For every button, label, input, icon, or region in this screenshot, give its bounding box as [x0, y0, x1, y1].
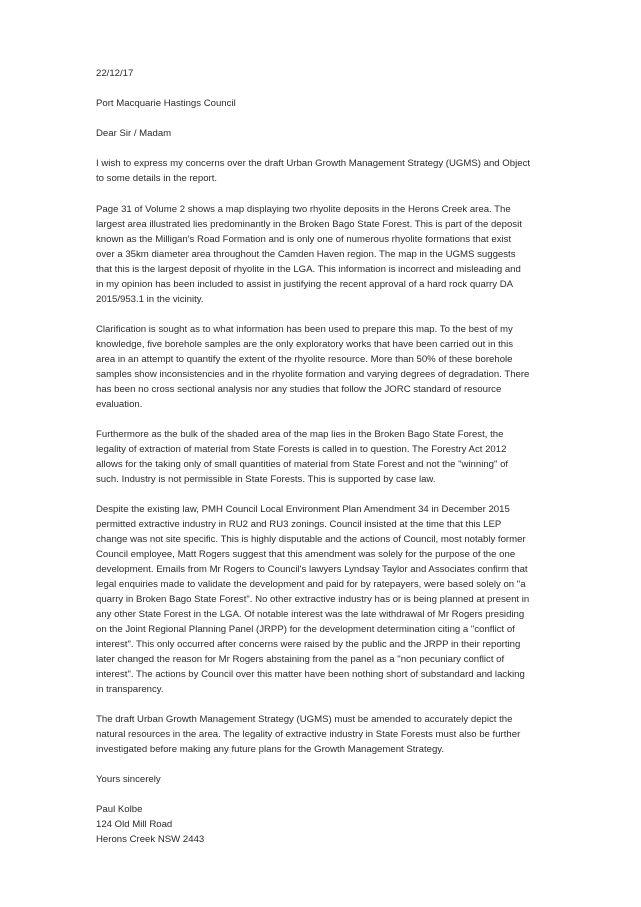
paragraph-line: legal enquiries made to validate the development and paid for by ratepayers, were based solely on "a	[96, 579, 526, 590]
paragraph-line: evaluation.	[96, 399, 143, 410]
paragraph-line: that this is the largest deposit of rhyolite in the LGA. This information is incorrect and misleading and	[96, 264, 521, 275]
paragraph-line: samples show inconsistencies and in the rhyolite formation and varying degrees of degradation. There	[96, 369, 530, 380]
closing: Yours sincerely	[96, 774, 161, 785]
paragraph-line: Furthermore as the bulk of the shaded area of the map lies in the Broken Bago State Forest, the	[96, 429, 504, 440]
paragraph-line: in my opinion has been included to assist in justifying the recent approval of a hard rock quarry DA	[96, 279, 514, 290]
sender-locality: Herons Creek NSW 2443	[96, 834, 205, 845]
paragraph-line: 2015/953.1 in the vicinity.	[96, 294, 204, 305]
paragraph-line: Clarification is sought as to what information has been used to prepare this map. To the best of my	[96, 324, 513, 335]
sender-name: Paul Kolbe	[96, 804, 143, 815]
recipient: Port Macquarie Hastings Council	[96, 98, 236, 109]
paragraph-line: largest area illustrated lies predominantly in the Broken Bago State Forest. This is part of the deposit	[96, 219, 522, 230]
paragraph-line: interest". This only occurred after concerns were raised by the public and the JRPP in their reporting	[96, 639, 521, 650]
paragraph-line: quarry in Broken Bago State Forest". No other extractive industry has or is being planned at present in	[96, 594, 530, 605]
salutation: Dear Sir / Madam	[96, 128, 172, 139]
paragraph-line: allows for the taking only of small quantities of material from State Forest and not the "winning" of	[96, 459, 509, 470]
paragraph-line: later changed the reason for Mr Rogers abstaining from the panel as a "non pecuniary conflict of	[96, 654, 505, 665]
paragraph-line: area in an attempt to quantify the extent of the rhyolite resource. More than 50% of these borehole	[96, 354, 513, 365]
body-paragraph	[96, 427, 571, 487]
body-paragraph	[96, 322, 571, 412]
paragraph-line: has been no cross sectional analysis nor any studies that follow the JORC standard of resource	[96, 384, 502, 395]
paragraph-line: known as the Milligan's Road Formation and is only one of numerous rhyolite formations that exist	[96, 234, 512, 245]
paragraph-line: I wish to express my concerns over the draft Urban Growth Management Strategy (UGMS) and Object	[96, 158, 531, 169]
paragraph-line: legality of extraction of material from State Forests is called in to question. The Forestry Act 2012	[96, 444, 507, 455]
paragraph-line: knowledge, five borehole samples are the only exploratory works that have been carried out in this	[96, 339, 514, 350]
paragraph-line: such. Industry is not permissible in State Forests. This is supported by case law.	[96, 474, 436, 485]
paragraph-line: interest". The actions by Council over this matter have been nothing short of substandard and lacking	[96, 669, 525, 680]
paragraph-line: Council employee, Matt Rogers suggest that this amendment was solely for the purpose of the one	[96, 549, 516, 560]
body-paragraph	[96, 712, 571, 757]
signature-block	[96, 802, 571, 847]
letter-date: 22/12/17	[96, 68, 134, 79]
body-paragraph	[96, 156, 571, 186]
body-paragraph	[96, 202, 571, 307]
paragraph-line: Despite the existing law, PMH Council Local Environment Plan Amendment 34 in December 2015	[96, 504, 510, 515]
paragraph-line: The draft Urban Growth Management Strategy (UGMS) must be amended to accurately depict the	[96, 714, 513, 725]
paragraph-line: development. Emails from Mr Rogers to Council's lawyers Lyndsay Taylor and Associates confirm that	[96, 564, 528, 575]
paragraph-line: in transparency.	[96, 684, 164, 695]
paragraph-line: any other State Forest in the LGA. Of notable interest was the late withdrawal of Mr Rogers presiding	[96, 609, 525, 620]
sender-street: 124 Old Mill Road	[96, 819, 173, 830]
paragraph-line: natural resources in the area. The legality of extractive industry in State Forests must also be further	[96, 729, 521, 740]
paragraph-line: on the Joint Regional Planning Panel (JRPP) for the development determination citing a "conflict of	[96, 624, 515, 635]
paragraph-line: permitted extractive industry in RU2 and RU3 zonings. Council insisted at the time that this LEP	[96, 519, 502, 530]
paragraph-line: investigated before making any future plans for the Growth Management Strategy.	[96, 744, 445, 755]
paragraph-line: change was not site specific. This is highly disputable and the actions of Council, most notably former	[96, 534, 526, 545]
letter-body	[96, 156, 571, 757]
paragraph-line: to some details in the report.	[96, 173, 218, 184]
paragraph-line: over a 35km diameter area throughout the Camden Haven region. The map in the UGMS suggests	[96, 249, 516, 260]
body-paragraph	[96, 502, 571, 697]
paragraph-line: Page 31 of Volume 2 shows a map displaying two rhyolite deposits in the Herons Creek area. The	[96, 204, 511, 215]
